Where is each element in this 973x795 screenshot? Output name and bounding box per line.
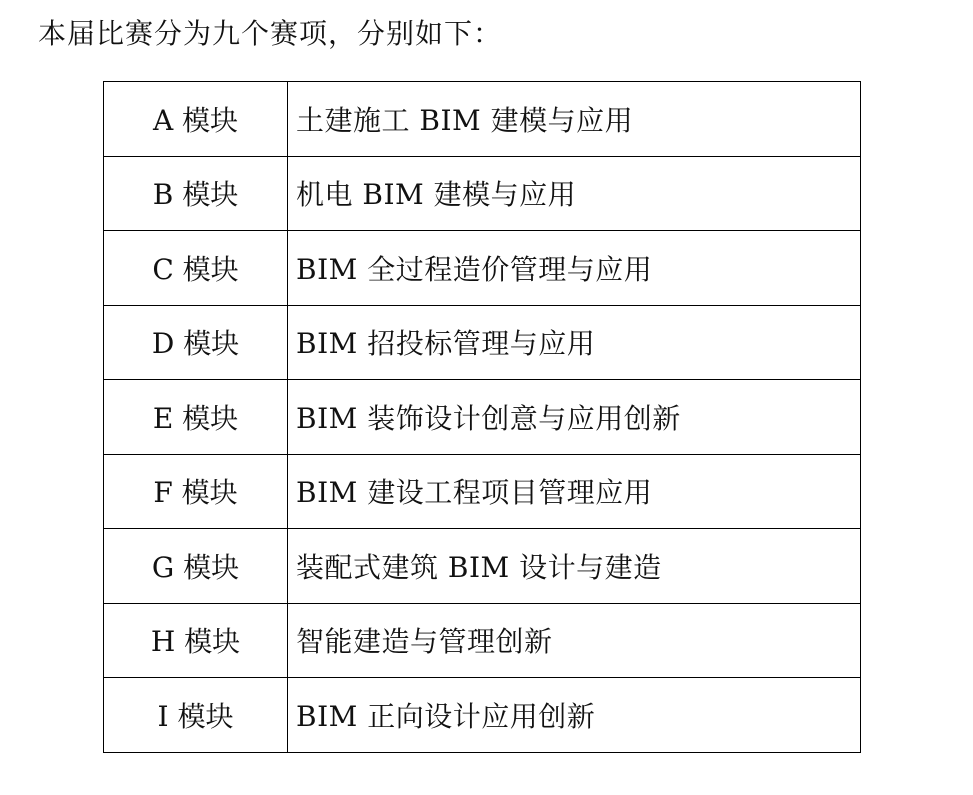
module-name: F 模块 [104,454,288,529]
table-row [104,305,861,380]
table-row [104,529,861,604]
module-title: 土建施工 BIM 建模与应用 [288,82,861,157]
table-row [104,678,861,753]
module-title: 机电 BIM 建模与应用 [288,156,861,231]
module-title: BIM 正向设计应用创新 [288,678,861,753]
module-name: E 模块 [104,380,288,455]
module-name: H 模块 [104,603,288,678]
intro-text: 本届比赛分为九个赛项，分别如下： [38,17,503,50]
modules-table [103,81,861,753]
table-row [104,603,861,678]
module-title: BIM 招投标管理与应用 [288,305,861,380]
table-row [104,454,861,529]
module-title: BIM 全过程造价管理与应用 [288,231,861,306]
module-title: BIM 装饰设计创意与应用创新 [288,380,861,455]
module-name: I 模块 [104,678,288,753]
module-name: C 模块 [104,231,288,306]
table-row [104,156,861,231]
module-name: B 模块 [104,156,288,231]
table-row [104,82,861,157]
module-title: 智能建造与管理创新 [288,603,861,678]
module-title: 装配式建筑 BIM 设计与建造 [288,529,861,604]
module-name: A 模块 [104,82,288,157]
module-title: BIM 建设工程项目管理应用 [288,454,861,529]
module-name: D 模块 [104,305,288,380]
table-row [104,380,861,455]
table-row [104,231,861,306]
module-name: G 模块 [104,529,288,604]
